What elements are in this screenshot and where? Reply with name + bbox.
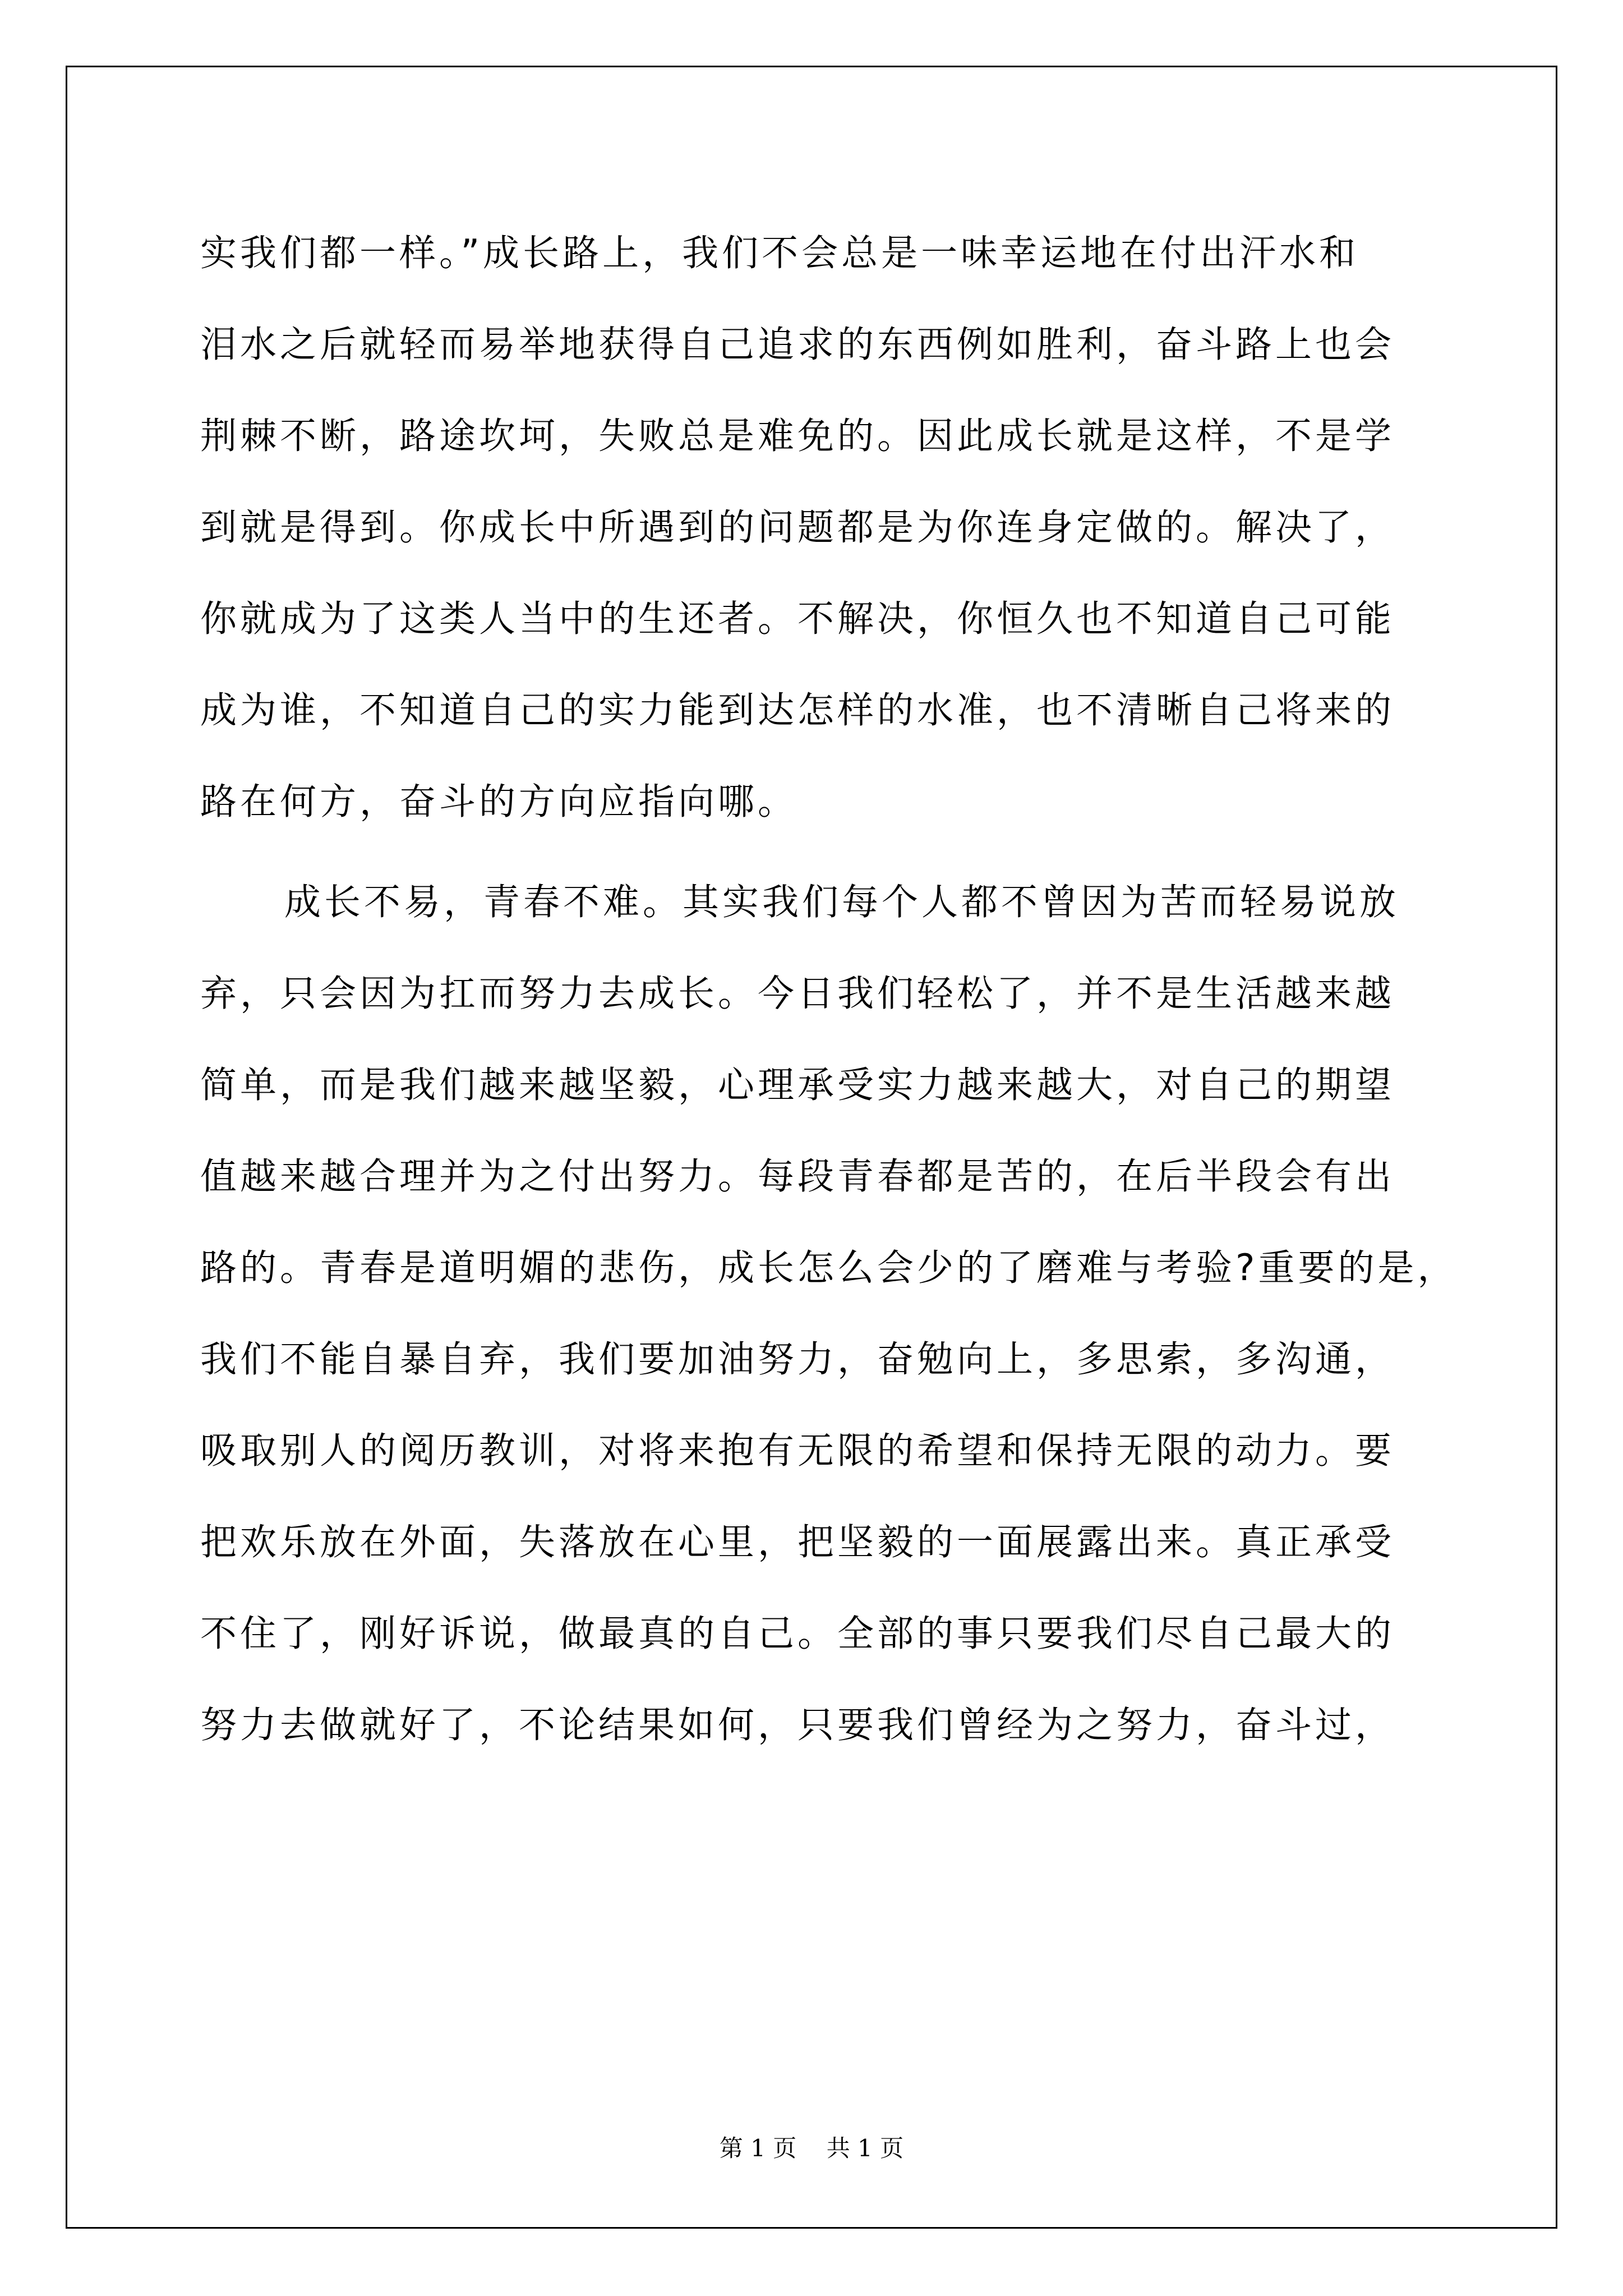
text-line: 泪水之后就轻而易举地获得自己追求的东西例如胜利，奋斗路上也会 [200,324,1395,366]
paragraph-gap [200,848,1423,857]
text-line: 路的。青春是道明媚的悲伤，成长怎么会少的了磨难与考验?重要的是， [200,1247,1458,1289]
page-footer: 第 1 页 共 1 页 [719,2134,904,2162]
text-line: 成为谁，不知道自己的实力能到达怎样的水准，也不清晰自己将来的 [200,689,1395,731]
text-line: 努力去做就好了，不论结果如何，只要我们曾经为之努力，奋斗过， [200,1704,1395,1746]
text-line: 你就成为了这类人当中的生还者。不解决，你恒久也不知道自己可能 [200,598,1395,640]
text-line-first: 成长不易，青春不难。其实我们每个人都不曾因为苦而轻易说放 [284,881,1400,923]
document-body [200,208,1458,1771]
text-line: 路在何方，奋斗的方向应指向哪。 [200,781,798,823]
text-line: 到就是得到。你成长中所遇到的问题都是为你连身定做的。解决了， [200,507,1395,549]
text-line: 我们不能自暴自弃，我们要加油努力，奋勉向上，多思索，多沟通， [200,1338,1395,1381]
text-line: 把欢乐放在外面，失落放在心里，把坚毅的一面展露出来。真正承受 [200,1521,1395,1563]
text-line: 值越来越合理并为之付出努力。每段青春都是苦的，在后半段会有出 [200,1156,1395,1198]
text-line: 荆棘不断，路途坎坷，失败总是难免的。因此成长就是这样，不是学 [200,415,1395,457]
text-line: 弃，只会因为扛而努力去成长。今日我们轻松了，并不是生活越来越 [200,973,1395,1015]
text-line: 实我们都一样。”成长路上，我们不会总是一味幸运地在付出汗水和 [200,232,1359,274]
paragraph-2 [200,857,1458,1771]
text-line: 不住了，刚好诉说，做最真的自己。全部的事只要我们尽自己最大的 [200,1613,1395,1655]
text-line: 吸取别人的阅历教训，对将来抱有无限的希望和保持无限的动力。要 [200,1430,1395,1472]
paragraph-1 [200,208,1423,848]
text-line: 简单，而是我们越来越坚毅，心理承受实力越来越大，对自己的期望 [200,1064,1395,1106]
